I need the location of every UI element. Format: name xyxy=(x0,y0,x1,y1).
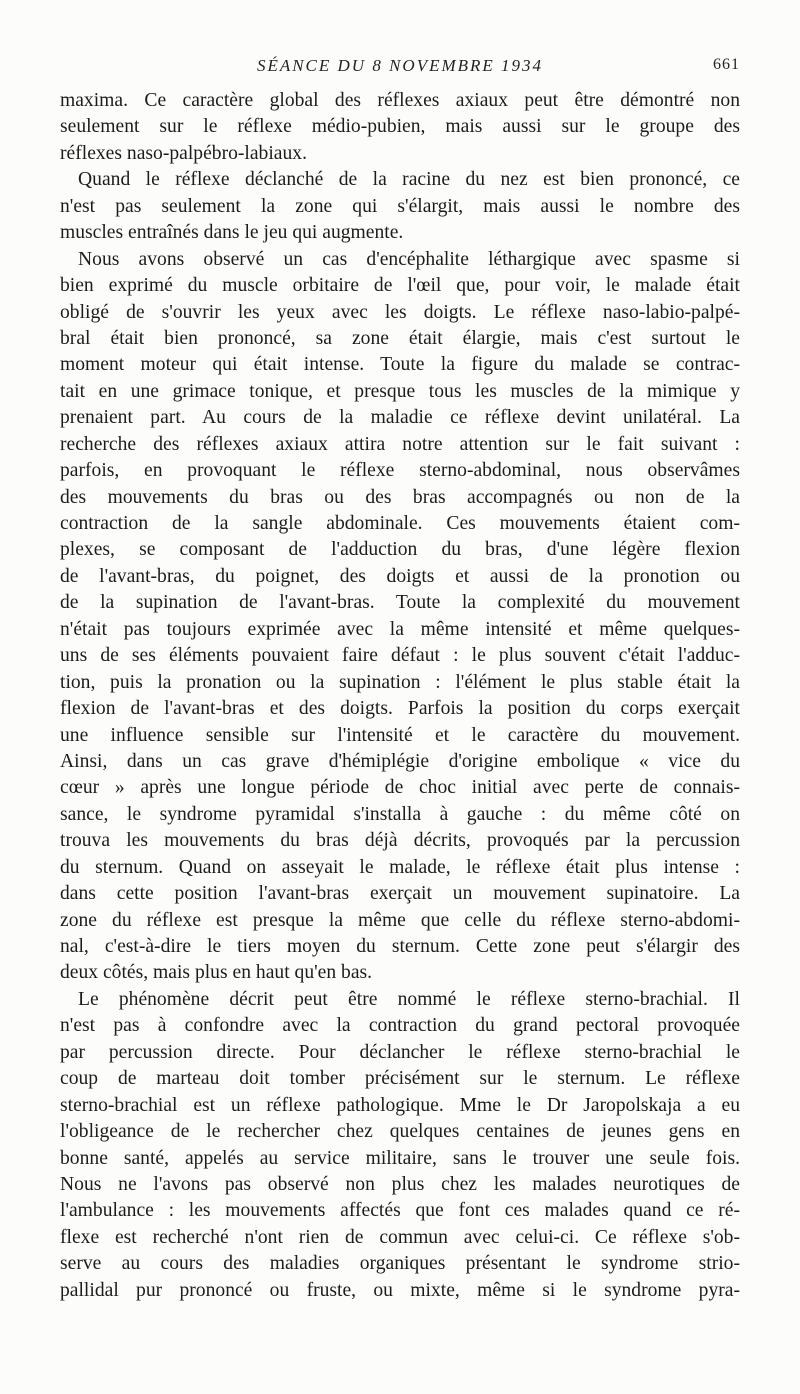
paragraph xyxy=(60,987,740,1304)
text-line: plexes, se composant de l'adduction du bras, d'une légère flexion xyxy=(60,539,740,561)
running-title: SÉANCE DU 8 NOVEMBRE 1934 xyxy=(256,56,544,75)
text-line: n'est pas à confondre avec la contraction du grand pectoral provoquée xyxy=(60,1015,740,1037)
text-line: Nous avons observé un cas d'encéphalite léthargique avec spasme si xyxy=(78,248,740,270)
paragraph xyxy=(60,167,740,246)
text-line: recherche des réflexes axiaux attira notre attention sur le fait suivant : xyxy=(60,433,740,455)
text-line: uns de ses éléments pouvaient faire défaut : le plus souvent c'était l'adduc- xyxy=(60,645,740,667)
text-line: du sternum. Quand on asseyait le malade, le réflexe était plus intense : xyxy=(60,856,740,878)
text-line: serve au cours des maladies organiques présentant le syndrome strio- xyxy=(60,1253,740,1275)
text-line: Nous ne l'avons pas observé non plus chez les malades neurotiques de xyxy=(60,1173,740,1195)
text-line: une influence sensible sur l'intensité et le caractère du mouvement. xyxy=(60,724,740,746)
text-line: bral était bien prononcé, sa zone était élargie, mais c'est surtout le xyxy=(60,327,740,349)
text-line: deux côtés, mais plus en haut qu'en bas. xyxy=(60,962,373,984)
text-line: pallidal pur prononcé ou fruste, ou mixte, même si le syndrome pyra- xyxy=(60,1279,740,1301)
text-line: parfois, en provoquant le réflexe sterno-abdominal, nous observâmes xyxy=(60,460,740,482)
text-line: nal, c'est-à-dire le tiers moyen du sternum. Cette zone peut s'élargir des xyxy=(60,936,740,957)
text-line: maxima. Ce caractère global des réflexes axiaux peut être démontré non xyxy=(60,90,740,111)
text-line: prenaient part. Au cours de la maladie ce réflexe devint unilatéral. La xyxy=(60,407,740,429)
text-line: de l'avant-bras, du poignet, des doigts et aussi de la pronotion ou xyxy=(60,565,740,587)
text-line: trouva les mouvements du bras déjà décrits, provoqués par la percussion xyxy=(60,830,740,852)
text-line: des mouvements du bras ou des bras accompagnés ou non de la xyxy=(60,486,740,508)
text-line: Quand le réflexe déclanché de la racine du nez est bien prononcé, ce xyxy=(78,169,740,191)
body-text xyxy=(60,88,740,1378)
text-line: bonne santé, appelés au service militaire, sans le trouver une seule fois. xyxy=(60,1147,740,1169)
text-line: tait en une grimace tonique, et presque tous les muscles de la mimique y xyxy=(60,380,740,402)
text-line: dans cette position l'avant-bras exerçait un mouvement supinatoire. La xyxy=(60,883,740,905)
text-line: obligé de s'ouvrir les yeux avec les doigts. Le réflexe naso-labio-palpé- xyxy=(60,301,740,323)
text-line: moment moteur qui était intense. Toute la figure du malade se contrac- xyxy=(60,354,740,376)
text-line: sterno-brachial est un réflexe pathologique. Mme le Dr Jaropolskaja a eu xyxy=(60,1094,740,1116)
paragraph xyxy=(60,88,740,167)
paragraph xyxy=(60,247,740,987)
text-line: n'était pas toujours exprimée avec la même intensité et même quelques- xyxy=(60,618,740,640)
page-number: 661 xyxy=(713,56,740,73)
text-line: muscles entraînés dans le jeu qui augmente. xyxy=(60,222,404,244)
text-line: par percussion directe. Pour déclancher le réflexe sterno-brachial le xyxy=(60,1041,740,1063)
text-line: coup de marteau doit tomber précisément sur le sternum. Le réflexe xyxy=(60,1068,740,1090)
text-line: Le phénomène décrit peut être nommé le réflexe sterno-brachial. Il xyxy=(78,988,740,1010)
text-line: cœur » après une longue période de choc initial avec perte de connais- xyxy=(60,777,740,799)
page-header xyxy=(60,52,740,82)
text-line: zone du réflexe est presque la même que celle du réflexe sterno-abdomi- xyxy=(60,909,740,931)
text-line: contraction de la sangle abdominale. Ces mouvements étaient com- xyxy=(60,513,740,534)
text-line: bien exprimé du muscle orbitaire de l'œil que, pour voir, le malade était xyxy=(60,275,740,297)
text-line: de la supination de l'avant-bras. Toute la complexité du mouvement xyxy=(60,592,740,614)
text-line: n'est pas seulement la zone qui s'élargit, mais aussi le nombre des xyxy=(60,195,740,217)
text-line: l'ambulance : les mouvements affectés que font ces malades quand ce ré- xyxy=(60,1200,740,1222)
text-line: tion, puis la pronation ou la supination : l'élément le plus stable était la xyxy=(60,671,740,693)
text-line: l'obligeance de le rechercher chez quelques centaines de jeunes gens en xyxy=(60,1121,740,1143)
text-line: Ainsi, dans un cas grave d'hémiplégie d'origine embolique « vice du xyxy=(60,750,740,772)
text-line: sance, le syndrome pyramidal s'installa à gauche : du même côté on xyxy=(60,803,740,825)
text-line: seulement sur le réflexe médio-pubien, mais aussi sur le groupe des xyxy=(60,116,740,138)
text-line: flexe est recherché n'ont rien de commun avec celui-ci. Ce réflexe s'ob- xyxy=(60,1226,740,1248)
text-line: réflexes naso-palpébro-labiaux. xyxy=(60,142,307,164)
text-line: flexion de l'avant-bras et des doigts. Parfois la position du corps exerçait xyxy=(60,698,740,720)
